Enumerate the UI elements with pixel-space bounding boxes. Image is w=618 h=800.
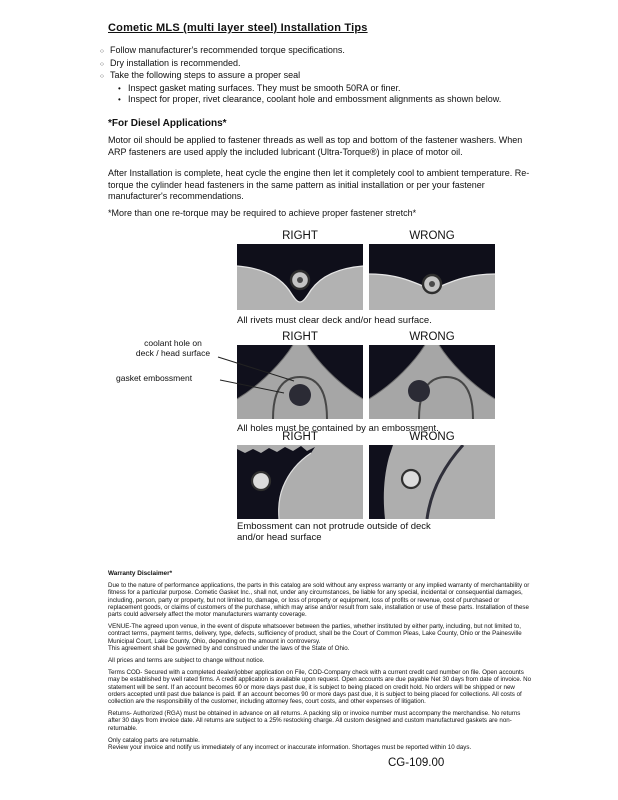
installation-tips-list (100, 45, 545, 106)
wrong-label-row2: WRONG (409, 331, 455, 343)
tip-text: Dry installation is recommended. (110, 57, 241, 68)
warranty-paragraph: Due to the nature of performance applications, the parts in this catalog are sold without any express warranty or any implied warranty of merchantability or fitness for a particular purpose. Cometic Gasket Inc., shall not, under any circumstances, be liable for any special, incidental or consequential damages, including, person, party or property, but not limited to, damage, or loss of property or equipment, loss of profits or revenue, cost of purchased or replacement goods, or claims of customers of the purchase, which may arise and/or result from sale, installation or use of these parts. Installation of these parts could adversely affect the motor manufacturers warranty coverage. (108, 582, 530, 619)
label-leader-lines (216, 350, 301, 400)
coolant-hole-label (126, 338, 220, 358)
warranty-paragraph: This agreement shall be governed by and construed under the laws of the State of Ohio. (108, 644, 350, 652)
rivet-clearance-wrong-diagram (369, 244, 495, 310)
warranty-paragraph: Review your invoice and notify us immediately of any incorrect or inaccurate information. Shortages must be reported within 10 days. (108, 744, 472, 752)
tip-text: Follow manufacturer's recommended torque specifications. (110, 45, 345, 55)
right-label-row3: RIGHT (282, 431, 318, 443)
tip-item (100, 70, 545, 83)
right-label-row1: RIGHT (282, 230, 318, 242)
coolant-hole-label-line2: deck / head surface (135, 348, 211, 358)
open-circle-bullet-icon: ○ (100, 60, 104, 68)
embossment-right-diagram (237, 445, 363, 519)
wrong-label-row3: WRONG (409, 431, 455, 443)
coolant-hole-label-line1: coolant hole on (144, 338, 202, 348)
page-number: CG-109.00 (388, 757, 445, 769)
tip-text: Inspect for proper, rivet clearance, coolant hole and embossment alignments as shown below. (128, 94, 502, 104)
row2-caption: All holes must be contained by an embossment. (237, 423, 439, 434)
warranty-disclaimer-section (108, 570, 534, 756)
tip-sub-item (118, 83, 545, 95)
row1-caption: All rivets must clear deck and/or head surface. (237, 315, 432, 326)
tip-item (100, 58, 545, 71)
coolant-hole-wrong-diagram (369, 345, 495, 419)
wrong-label-row1: WRONG (409, 230, 455, 242)
row3-caption: Embossment can not protrude outside of deck and/or head surface (237, 521, 431, 543)
warranty-paragraph: Returns- Authorized (RGA) must be obtained in advance on all returns. A packing slip or invoice number must accompany the merchandise. No returns after 30 days from invoice date. All returns are subject to a 25% restocking charge. All custom designed and custom manufactured gaskets are non-returnable. (108, 710, 521, 732)
warranty-paragraph: Terms COD- Secured with a completed dealer/jobber application on File, COD-Company check with a current credit card number on file. Open accounts may be established by well rated firms. A credit application is available upon request. Open accounts are due payable Net 30 days from date of invoice. No statement will be sent. If an account becomes 60 or more days past due, it is subject to being placed on credit hold. No orders will be shipped or new orders accepted until past due balance is paid. If an account becomes 90 or more days past due, it is subject to being placed for collections. All costs of collection are the responsibility of the customer, including attorney fees, court costs, and other expenses of litigation. (108, 669, 532, 706)
gasket-embossment-label: gasket embossment (116, 373, 193, 383)
filled-bullet-icon: • (118, 83, 121, 93)
retorque-note: *More than one re-torque may be required to achieve proper fastener stretch* (108, 208, 417, 218)
rivet-clearance-right-diagram (237, 244, 363, 310)
diesel-applications-heading: *For Diesel Applications* (108, 118, 227, 129)
filled-bullet-icon: • (118, 95, 121, 104)
open-circle-bullet-icon: ○ (100, 48, 104, 55)
warranty-paragraph: VENUE-The agreed upon venue, in the event of dispute whatsoever between the parties, whether instituted by either party, including, but not limited to, contract terms, payment terms, delivery, type, defects, sufficiency of product, shall be the Court of Common Pleas, Lake County, Ohio or the Painesville Municipal Court, Lake County, Ohio, depending on the amount in controversy. (108, 623, 522, 645)
warranty-heading: Warranty Disclaimer* (108, 570, 173, 577)
tip-text: Take the following steps to assure a proper seal (110, 70, 301, 80)
warranty-paragraph: All prices and terms are subject to change without notice. (108, 657, 265, 665)
diesel-paragraph-2: After Installation is complete, heat cycle the engine then let it completely cool to ambient temperature. Re-torque the cylinder head fasteners in the same pattern as initial installation or per your fastener manufacturer's recommendations. (108, 168, 530, 201)
embossment-wrong-diagram (369, 445, 495, 519)
right-label-row2: RIGHT (282, 331, 318, 343)
tip-item (100, 45, 545, 58)
open-circle-bullet-icon: ○ (100, 73, 104, 80)
diesel-paragraph-1: Motor oil should be applied to fastener threads as well as top and bottom of the fastener washers. When ARP fasteners are used apply the included lubricant (Ultra-Torque®) in place of motor oil. (108, 135, 523, 157)
warranty-paragraph: Only catalog parts are returnable. (108, 736, 200, 744)
page-title: Cometic MLS (multi layer steel) Installation Tips (108, 22, 368, 34)
tip-text: Inspect gasket mating surfaces. They must be smooth 50RA or finer. (128, 82, 401, 93)
tip-sub-item (118, 94, 545, 106)
